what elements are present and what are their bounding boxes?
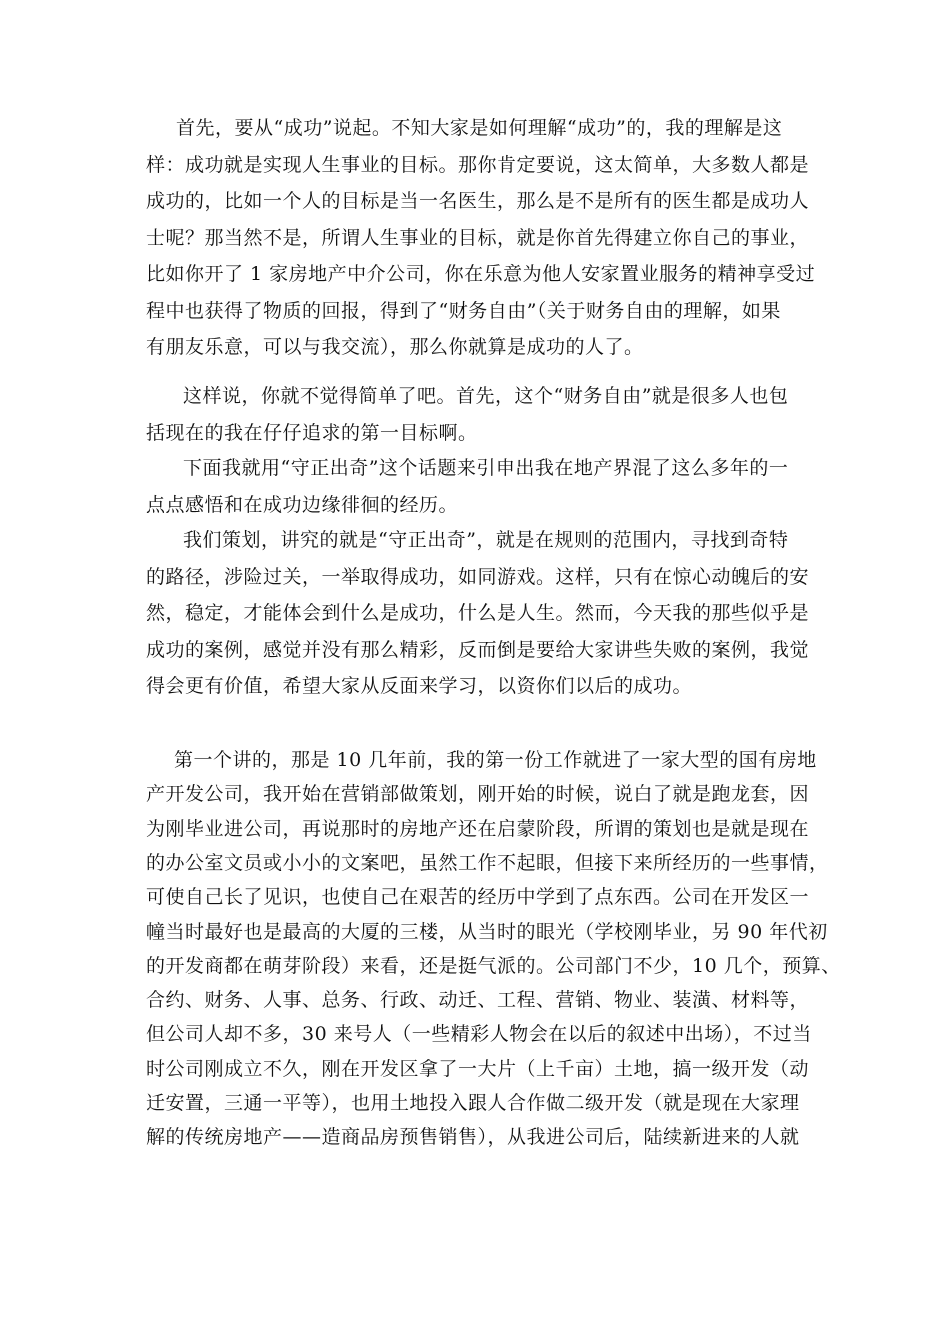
- text-line: 第一个讲的，那是 10 几年前，我的第一份工作就进了一家大型的国有房地: [174, 749, 817, 771]
- text-line: 样：成功就是实现人生事业的目标。那你肯定要说，这太简单，大多数人都是: [146, 153, 810, 176]
- text-line: 点点感悟和在成功边缘徘徊的经历。: [146, 493, 459, 516]
- text-line: 首先，要从“成功”说起。不知大家是如何理解“成功”的，我的理解是这: [176, 117, 783, 139]
- text-line: 为刚毕业进公司，再说那时的房地产还在启蒙阶段，所谓的策划也是就是现在: [146, 817, 810, 840]
- text-line: 的办公室文员或小小的文案吧，虽然工作不起眼，但接下来所经历的一些事情，: [146, 851, 829, 874]
- text-line: 然，稳定，才能体会到什么是成功，什么是人生。然而，今天我的那些似乎是: [146, 602, 810, 624]
- text-line: 下面我就用“守正出奇”这个话题来引申出我在地产界混了这么多年的一: [183, 457, 789, 479]
- text-line: 的路径，涉险过关，一举取得成功，如同游戏。这样，只有在惊心动魄后的安: [146, 565, 810, 588]
- text-line: 比如你开了 1 家房地产中介公司，你在乐意为他人安家置业服务的精神享受过: [146, 263, 816, 285]
- text-line: 这样说，你就不觉得简单了吧。首先，这个“财务自由”就是很多人也包: [183, 385, 789, 407]
- text-line: 士呢？那当然不是，所谓人生事业的目标，就是你首先得建立你自己的事业，: [146, 226, 810, 249]
- text-line: 时公司刚成立不久，刚在开发区拿了一大片（上千亩）土地，搞一级开发（动: [146, 1057, 810, 1080]
- text-line: 得会更有价值，希望大家从反面来学习，以资你们以后的成功。: [146, 675, 693, 697]
- text-line: 我们策划，讲究的就是“守正出奇”，就是在规则的范围内，寻找到奇特: [183, 529, 789, 551]
- text-line: 幢当时最好也是最高的大厦的三楼，从当时的眼光（学校刚毕业，另 90 年代初: [146, 920, 828, 943]
- text-line: 成功的案例，感觉并没有那么精彩，反而倒是要给大家讲些失败的案例，我觉: [146, 638, 810, 661]
- text-line: 解的传统房地产——造商品房预售销售），从我进公司后，陆续新进来的人就: [146, 1126, 800, 1149]
- text-line: 有朋友乐意，可以与我交流），那么你就算是成功的人了。: [146, 336, 644, 358]
- text-line: 迁安置，三通一平等），也用土地投入跟人合作做二级开发（就是现在大家理: [146, 1092, 800, 1114]
- text-line: 的开发商都在萌芽阶段）来看，还是挺气派的。公司部门不少，10 几个，预算、: [146, 954, 841, 977]
- text-line: 合约、财务、人事、总务、行政、动迁、工程、营销、物业、装潢、材料等，: [146, 989, 810, 1012]
- text-line: 成功的，比如一个人的目标是当一名医生，那么是不是所有的医生都是成功人: [146, 190, 810, 212]
- text-line: 括现在的我在仔仔追求的第一目标啊。: [146, 421, 478, 444]
- text-line: 程中也获得了物质的回报，得到了“财务自由”（关于财务自由的理解，如果: [146, 299, 781, 322]
- text-line: 但公司人却不多，30 来号人（一些精彩人物会在以后的叙述中出场），不过当: [146, 1023, 812, 1046]
- text-line: 产开发公司，我开始在营销部做策划，刚开始的时候，说白了就是跑龙套，因: [146, 783, 810, 806]
- text-line: 可使自己长了见识，也使自己在艰苦的经历中学到了点东西。公司在开发区一: [146, 886, 810, 909]
